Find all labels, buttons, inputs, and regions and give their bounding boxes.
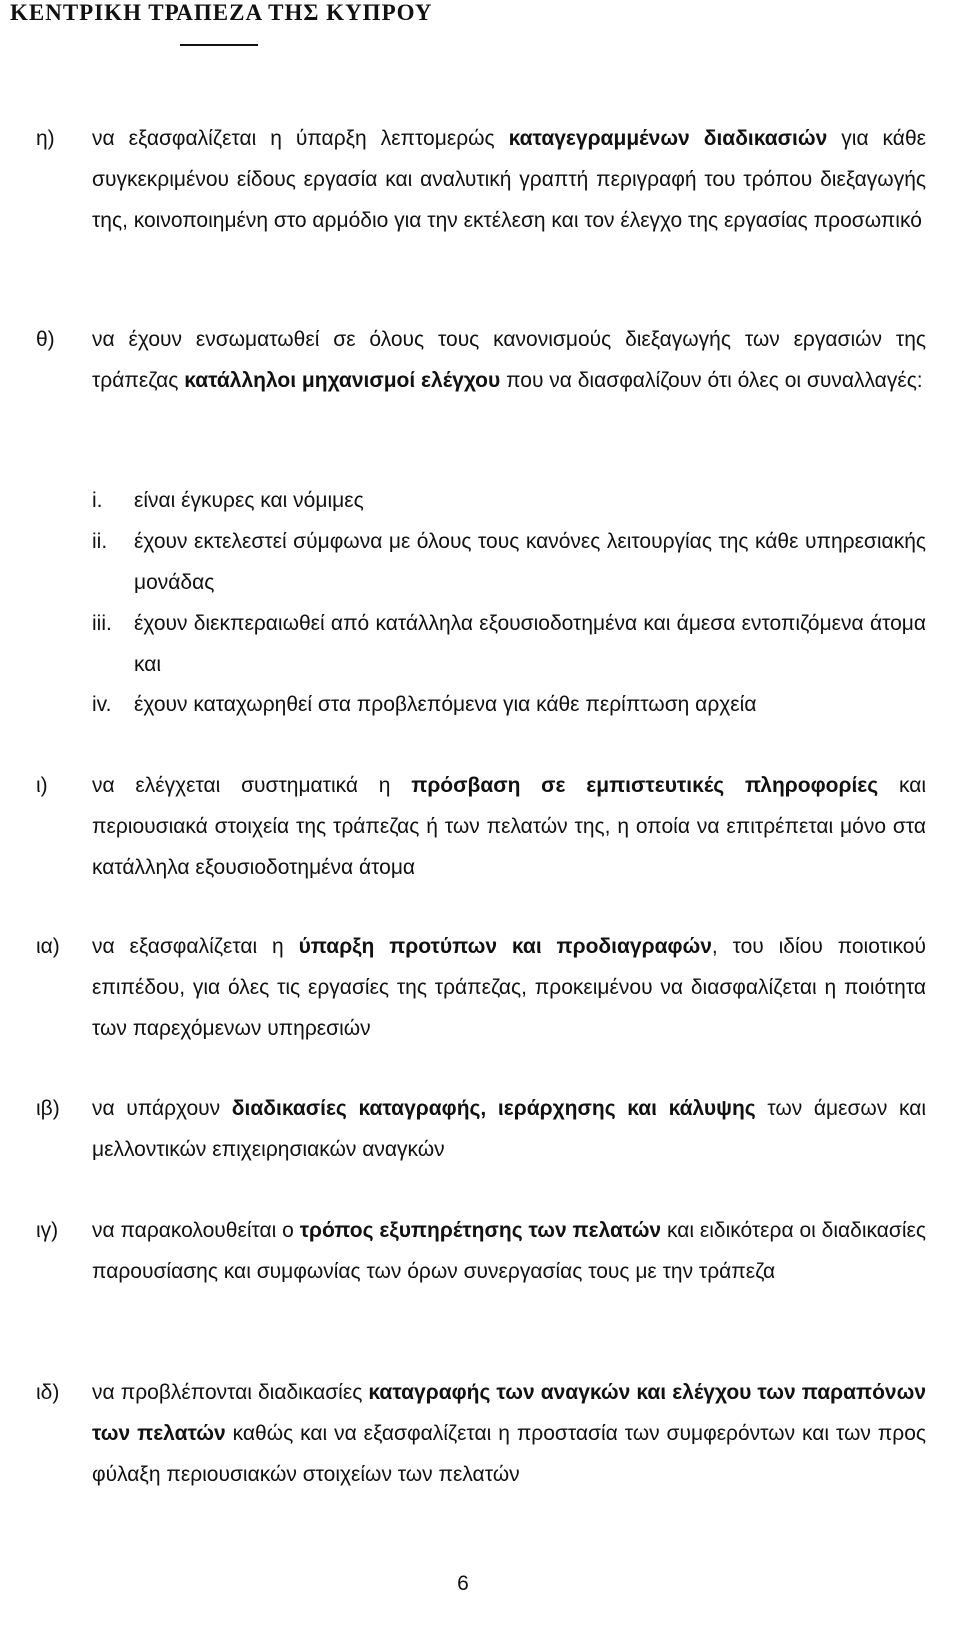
clause-text-part: να ελέγχεται συστηματικά η xyxy=(92,774,412,797)
clause-label: ιγ) xyxy=(36,1219,59,1242)
header-rule xyxy=(180,44,258,46)
clause-text xyxy=(92,118,926,241)
clause-id xyxy=(36,1372,926,1495)
sub-item-label: iv. xyxy=(92,693,112,716)
clause-text-part: καθώς και να εξασφαλίζεται η προστασία των συμφερόντων και των προς φύλαξη περιουσιακών στοιχείων των πελατών xyxy=(92,1422,926,1486)
clause-text-part: που να διασφαλίζουν ότι όλες οι συναλλαγές: xyxy=(500,369,923,392)
clause-emphasis: ύπαρξη προτύπων και προδιαγραφών xyxy=(298,935,712,958)
clause-text-part: και περιουσιακά στοιχεία της τράπεζας ή των πελατών της, η οποία να επιτρέπεται μόνο στα κατάλληλα εξουσιοδοτημένα άτομα xyxy=(92,774,926,879)
clause-emphasis: τρόπος εξυπηρέτησης των πελατών xyxy=(299,1219,662,1242)
clause-label: ι) xyxy=(36,774,48,797)
clause-text-part: να υπάρχουν xyxy=(92,1097,232,1120)
clause-text-part: να εξασφαλίζεται η ύπαρξη λεπτομερώς xyxy=(92,127,509,150)
clause-label: θ) xyxy=(36,328,55,351)
clause-label: ιβ) xyxy=(36,1097,60,1120)
sub-item-text: έχουν εκτελεστεί σύμφωνα με όλους τους κανόνες λειτουργίας της κάθε υπηρεσιακής μονάδας xyxy=(134,530,926,594)
clause-text xyxy=(92,765,926,888)
clause-text-part: για κάθε συγκεκριμένου είδους εργασία και αναλυτική γραπτή περιγραφή του τρόπου διεξαγωγής της, κοινοποιημένη στο αρμόδιο για την εκτέλεση και τον έλεγχο της εργασίας προσωπικό xyxy=(92,127,926,232)
clause-text xyxy=(92,926,926,1049)
clause-ib xyxy=(36,1088,926,1170)
clause-emphasis: διαδικασίες καταγραφής, ιεράρχησης και κάλυψης xyxy=(231,1097,756,1120)
clause-text-part: να προβλέπονται διαδικασίες xyxy=(92,1381,369,1404)
clause-text-part: και ειδικότερα οι διαδικασίες παρουσίασης και συμφωνίας των όρων συνεργασίας τους με την τράπεζα xyxy=(92,1219,927,1283)
clause-text-part: των άμεσων και μελλοντικών επιχειρησιακών αναγκών xyxy=(92,1097,927,1161)
clause-iota xyxy=(36,765,926,888)
sub-item xyxy=(92,521,926,603)
clause-text xyxy=(92,1088,926,1170)
clause-text xyxy=(92,1372,926,1495)
clause-text-part: να παρακολουθείται ο xyxy=(92,1219,300,1242)
clause-theta xyxy=(36,319,926,401)
document-header: ΚΕΝΤΡΙΚΗ ΤΡΑΠΕΖΑ ΤΗΣ ΚΥΠΡΟΥ xyxy=(10,0,433,25)
clause-eta xyxy=(36,118,926,241)
clause-emphasis: καταγραφής των αναγκών και ελέγχου των παραπόνων των πελατών xyxy=(92,1381,927,1445)
clause-label: ια) xyxy=(36,935,60,958)
sub-item-label: iii. xyxy=(92,612,112,635)
clause-text-part: να έχουν ενσωματωθεί σε όλους τους κανονισμούς διεξαγωγής των εργασιών της τράπεζας xyxy=(92,328,926,392)
sub-item-text: έχουν καταχωρηθεί στα προβλεπόμενα για κάθε περίπτωση αρχεία xyxy=(134,693,757,716)
sub-item-text: έχουν διεκπεραιωθεί από κατάλληλα εξουσιοδοτημένα και άμεσα εντοπιζόμενα άτομα και xyxy=(134,612,926,676)
clause-label: η) xyxy=(36,127,55,150)
clause-ig xyxy=(36,1210,926,1292)
sub-item-label: i. xyxy=(92,489,103,512)
clause-emphasis: κατάλληλοι μηχανισμοί ελέγχου xyxy=(184,369,501,392)
clause-text xyxy=(92,319,926,401)
clause-ia xyxy=(36,926,926,1049)
clause-text-part: να εξασφαλίζεται η xyxy=(92,935,299,958)
clause-text-part: , του ιδίου ποιοτικού επιπέδου, για όλες τις εργασίες της τράπεζας, προκειμένου να διασφαλίζεται η ποιότητα των παρεχόμενων υπηρεσιών xyxy=(92,935,926,1040)
clause-emphasis: πρόσβαση σε εμπιστευτικές πληροφορίες xyxy=(411,774,879,797)
sub-item xyxy=(92,603,926,685)
sub-item xyxy=(92,684,926,725)
sub-item-text: είναι έγκυρες και νόμιμες xyxy=(134,489,364,512)
clause-text xyxy=(92,1210,926,1292)
page-number: 6 xyxy=(457,1572,469,1595)
clause-emphasis: καταγεγραμμένων διαδικασιών xyxy=(508,127,828,150)
sub-item-label: ii. xyxy=(92,530,108,553)
sub-item xyxy=(92,480,926,521)
clause-label: ιδ) xyxy=(36,1381,60,1404)
